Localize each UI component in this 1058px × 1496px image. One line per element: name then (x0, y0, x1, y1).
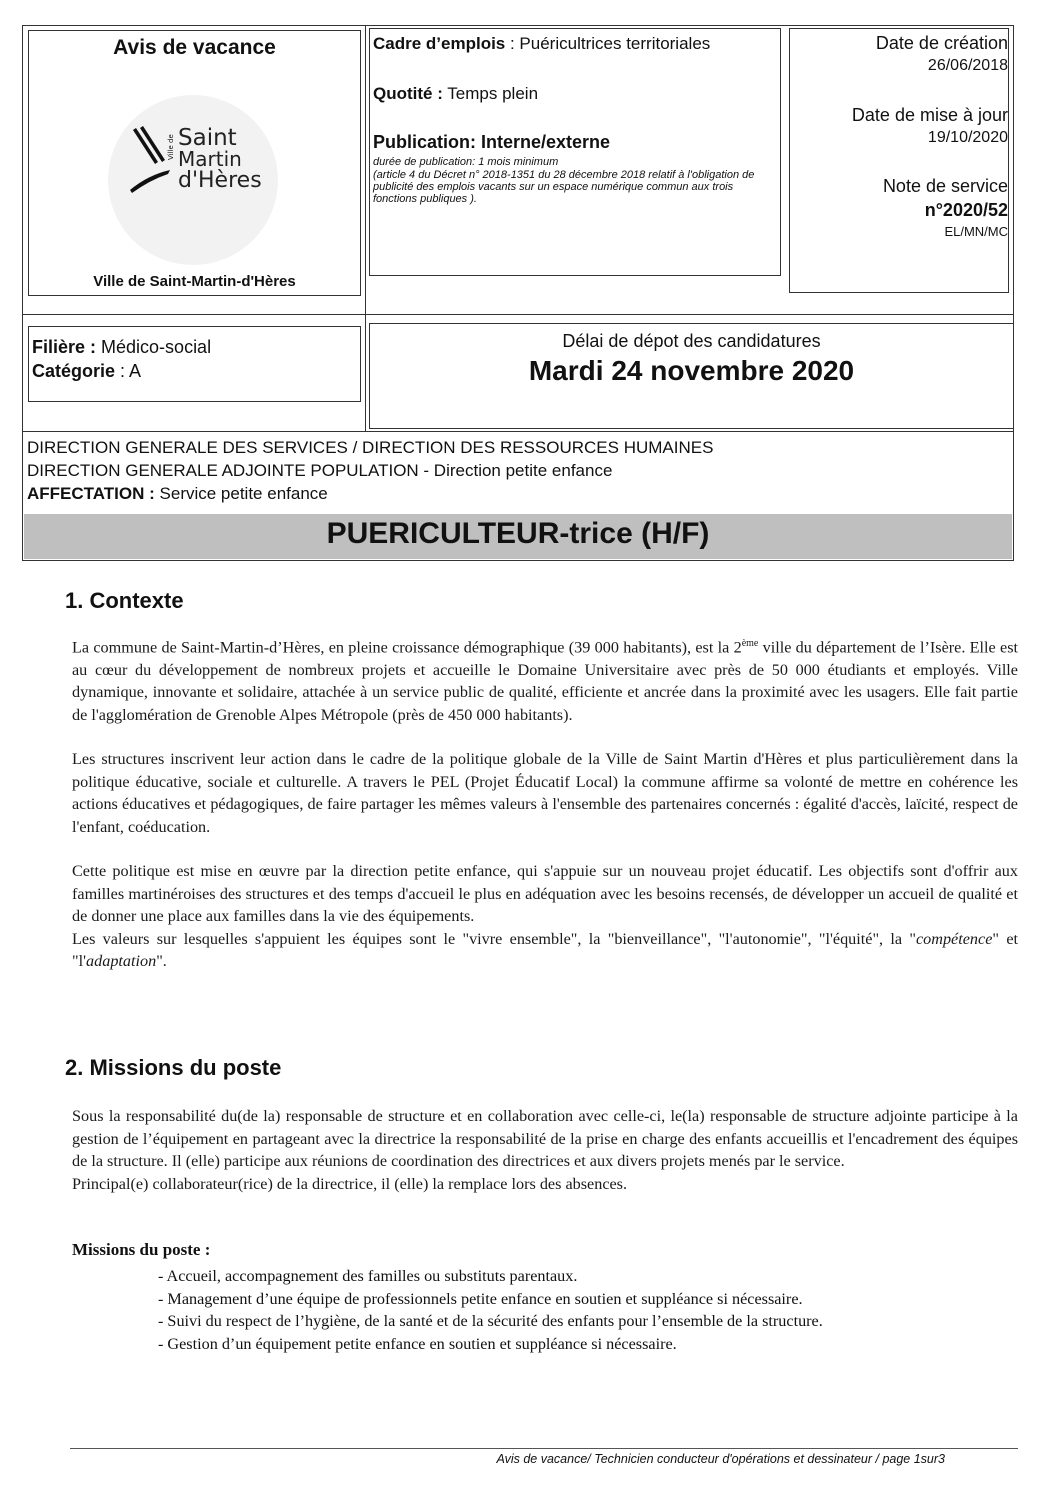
logo-wordmark (178, 125, 262, 193)
cadre-emplois (373, 34, 710, 54)
filiere-label: Filière : (32, 337, 97, 357)
note-service-number: n°2020/52 (924, 200, 1008, 220)
paragraph: Les valeurs sur lesquelles s'appuient les équipes sont le "vivre ensemble", la "bienveillance", "l'autonomie", "l'équité", la "compétence" et "l'adaptation". (72, 929, 1018, 971)
paragraph: Les structures inscrivent leur action dans le cadre de la politique globale de la Ville de Saint Martin d'Hères et plus particulièrement dans la politique éducative, sociale et culturelle. A travers le PEL (Projet Éducatif Local) la commune affirme sa volonté de mettre en cohérence les actions éducatives et pédagogiques, de faire partager les mêmes valeurs à l'ensemble des partenaires concernés : égalité d'accès, laïcité, respect de l'enfant, coéducation. (72, 750, 1018, 836)
section-heading: 2. Missions du poste (65, 1055, 282, 1080)
date-maj: 19/10/2020 (927, 129, 1008, 146)
date-creation-label: Date de création (875, 33, 1008, 53)
quotite-value: Temps plein (442, 84, 539, 103)
section-heading: 1. Contexte (65, 588, 184, 613)
note-service-label: Note de service (882, 176, 1008, 196)
list-item: - Gestion d’un équipement petite enfance en soutien et suppléance si nécessaire. (158, 1334, 677, 1353)
direction-line: DIRECTION GENERALE ADJOINTE POPULATION - Direction petite enfance (27, 461, 613, 480)
paragraph: Principal(e) collaborateur(rice) de la directrice, il (elle) la remplace lors des absences. (72, 1174, 628, 1193)
list-item: - Suivi du respect de l’hygiène, de la santé et de la sécurité des enfants pour l’ensemble de la structure. (158, 1312, 823, 1330)
missions-body (72, 1105, 1018, 1217)
divider (22, 314, 1014, 315)
categorie-value: : A (115, 361, 142, 381)
quotite-label: Quotité : (373, 84, 443, 103)
cadre-value: : Puéricultrices territoriales (505, 34, 711, 53)
categorie-label: Catégorie (32, 361, 116, 381)
logo-line: d'Hères (178, 168, 262, 193)
cadre-label: Cadre d’emplois (373, 34, 506, 53)
avis-title: Avis de vacance (113, 36, 276, 59)
list-item: - Management d’une équipe de professionnels petite enfance en soutien et suppléance si nécessaire. (158, 1289, 803, 1308)
delai-label: Délai de dépot des candidatures (562, 331, 821, 351)
divider (22, 431, 1014, 432)
affectation (27, 484, 328, 504)
logo-prefix: Ville de (167, 134, 175, 160)
job-title: PUERICULTEUR-trice (H/F) (326, 517, 710, 550)
date-creation: 26/06/2018 (927, 57, 1008, 74)
ville-name: Ville de Saint-Martin-d'Hères (93, 273, 296, 290)
paragraph: Sous la responsabilité du(de la) responsable de structure et en collaboration avec celle-ci, le(la) responsable de structure adjointe participe à la gestion de l’équipement en partageant avec la directrice la responsabilité de la prise en charge des enfants accueillis et l'encadrement des équipes de la structure. Il (elle) participe aux réunions de coordination des directrices et aux divers projets menés par le service. (72, 1107, 1018, 1170)
divider (365, 25, 366, 431)
publication: Publication: Interne/externe (373, 132, 611, 152)
contexte-body (72, 633, 1018, 995)
publication-legal-note: (article 4 du Décret n° 2018-1351 du 28 décembre 2018 relatif à l'obligation de publicité des emplois vacants sur un espace numérique commun aux trois fonctions publiques ). (373, 169, 755, 205)
paragraph: La commune de Saint-Martin-d’Hères, en pleine croissance démographique (39 000 habitants), est la 2ème ville du département de l’Isère. Elle est au cœur du développement de nombreux projets et accueille le Domaine Universitaire avec près de 50 000 étudiants et employés. Ville dynamique, innovante et solidaire, attachée à un service public de qualité, efficiente et ancrée dans la proximité avec les usagers. Elle fait partie de l'agglomération de Grenoble Alpes Métropole (près de 450 000 habitants). (72, 638, 1018, 724)
logo-line: Martin (178, 147, 242, 171)
affectation-value: Service petite enfance (154, 484, 328, 503)
paragraph: Cette politique est mise en œuvre par la direction petite enfance, qui s'appuie sur un nouveau projet éducatif. Les objectifs sont d'offrir aux familles martinéroises des structures et des temps d'accueil le plus en adéquation avec les besoins recensés, de développer un accueil de qualité et de donner une place aux familles dans la vie des équipements. (72, 862, 1018, 926)
page-footer: Avis de vacance/ Technicien conducteur d'opérations et dessinateur / page 1sur3 (496, 1452, 945, 1466)
missions-subheading: Missions du poste : (72, 1240, 211, 1259)
filiere-value: Médico-social (96, 337, 212, 357)
missions-list (158, 1265, 958, 1355)
logo-line: Saint (178, 125, 237, 151)
note-service-ref: EL/MN/MC (944, 224, 1008, 239)
delai-date: Mardi 24 novembre 2020 (528, 355, 855, 386)
list-item: - Accueil, accompagnement des familles ou substituts parentaux. (158, 1267, 578, 1285)
filiere (32, 337, 211, 358)
publication-duration: durée de publication: 1 mois minimum (373, 156, 559, 168)
categorie (32, 361, 141, 382)
affectation-label: AFFECTATION : (27, 484, 155, 503)
quotite (373, 84, 538, 104)
date-maj-label: Date de mise à jour (851, 105, 1008, 125)
direction-line: DIRECTION GENERALE DES SERVICES / DIRECTION DES RESSOURCES HUMAINES (27, 438, 714, 457)
footer-divider (70, 1448, 1018, 1449)
